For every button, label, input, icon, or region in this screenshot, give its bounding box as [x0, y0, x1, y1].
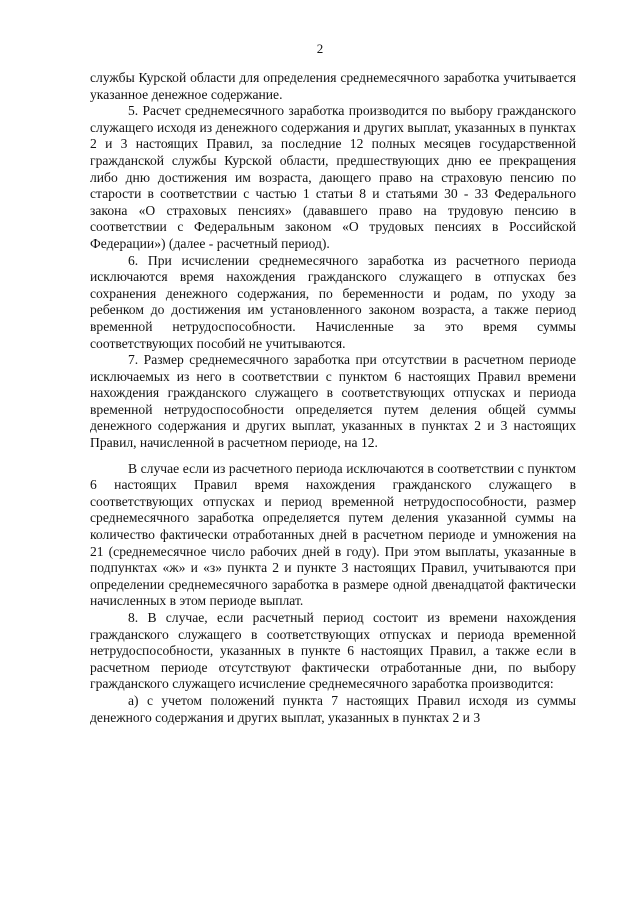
paragraph-item-7: 7. Размер среднемесячного заработка при отсутствии в расчетном периоде исключаемых из него в соответствии с пунктом 6 настоящих Правил времени нахождения гражданского служащего в соответствующих отпусках и периода временной нетрудоспособности определяется путем деления общей суммы денежного содержания и других выплат, указанных в пунктах 2 и 3 настоящих Правил, начисленной в расчетном периоде, на 12.: [90, 352, 576, 451]
paragraph-item-8: 8. В случае, если расчетный период состоит из времени нахождения гражданского служащего в соответствующих отпусках и периода временной нетрудоспособности, указанных в пункте 6 настоящих Правил, а также если в расчетном периоде отсутствуют фактически отработанные дни, по выбору гражданского служащего исчисление среднемесячного заработка производится:: [90, 610, 576, 692]
paragraph-item-8a: а) с учетом положений пункта 7 настоящих Правил исходя из суммы денежного содержания и других выплат, указанных в пунктах 2 и 3: [90, 692, 576, 725]
paragraph-continuation: службы Курской области для определения среднемесячного заработка учитывается указанное денежное содержание.: [90, 70, 576, 102]
paragraph-item-5: 5. Расчет среднемесячного заработка производится по выбору гражданского служащего исходя из денежного содержания и других выплат, указанных в пунктах 2 и 3 настоящих Правил, за последние 12 полных месяцев государственной гражданской службы Курской области, предшествующих дню ее прекращения либо дню достижения им возраста, дающего право на страховую пенсию по старости в соответствии с частью 1 статьи 8 и статьями 30 - 33 Федерального закона «О страховых пенсиях» (дававшего право на трудовую пенсию в соответствии с Федеральным законом «О трудовых пенсиях в Российской Федерации») (далее - расчетный период).: [90, 103, 576, 251]
paragraph-item-6: 6. При исчислении среднемесячного заработка из расчетного периода исключаются время нахождения гражданского служащего в отпусках без сохранения денежного содержания, по беременности и родам, по уходу за ребенком до достижения им установленного законом возраста, а также период временной нетрудоспособности. Начисленные за это время суммы соответствующих пособий не учитываются.: [90, 252, 576, 351]
document-body: [90, 70, 576, 726]
page-number: 2: [316, 41, 324, 56]
paragraph-item-7-exception: В случае если из расчетного периода исключаются в соответствии с пунктом 6 настоящих Правил время нахождения гражданского служащего в соответствующих отпусках и период временной нетрудоспособности, размер среднемесячного заработка определяется путем деления указанной суммы на количество фактически отработанных дней в расчетном периоде и умножения на 21 (среднемесячное число рабочих дней в году). При этом выплаты, указанные в подпунктах «ж» и «з» пункта 2 и пункте 3 настоящих Правил, учитываются при определении среднемесячного заработка в размере одной двенадцатой фактически начисленных в этом периоде выплат.: [90, 460, 576, 609]
